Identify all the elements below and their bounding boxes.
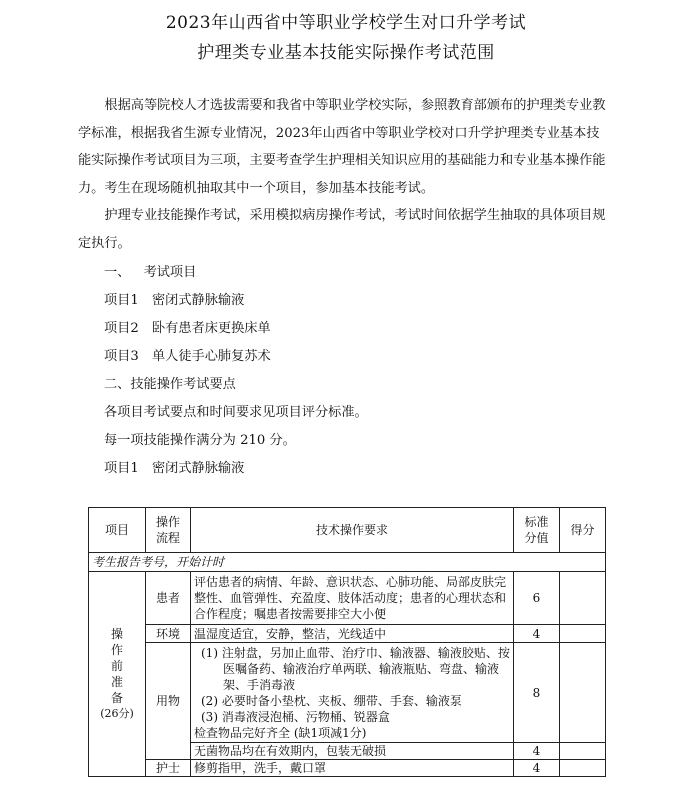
header-process: 操作 流程 xyxy=(146,508,191,553)
timing-note: 各项目考试要点和时间要求见项目评分标准。 xyxy=(104,405,368,420)
req-supplies xyxy=(191,643,514,743)
exam-method-paragraph: 护理专业技能操作考试，采用模拟病房操作考试，考试时间依据学生抽取的具体项目规定执行。 xyxy=(78,208,606,251)
req-patient: 评估患者的病情、年龄、意识状态、心肺功能、局部皮肤完整性、血管弹性、充盈度、肢体活动度；患者的心理状态和合作程度；嘱患者按需要排空大小便 xyxy=(191,572,514,625)
supplies-check: 检查物品完好齐全 (缺1项减1分) xyxy=(194,725,367,740)
item-line-2 xyxy=(104,317,271,336)
item-name: 卧有患者床更换床单 xyxy=(151,321,271,336)
item-name: 密闭式静脉输液 xyxy=(151,293,245,308)
table-row xyxy=(89,553,606,572)
item-label: 项目1 xyxy=(104,461,139,476)
score-sterile: 4 xyxy=(514,743,560,760)
earned-patient xyxy=(560,572,606,625)
earned-environment xyxy=(560,625,606,643)
score-nurse: 4 xyxy=(514,760,560,777)
item-line-3 xyxy=(104,345,271,364)
process-supplies: 用物 xyxy=(146,643,191,760)
process-nurse: 护士 xyxy=(146,760,191,777)
req-sterile: 无菌物品均在有效期内，包装无破损 xyxy=(191,743,514,760)
section-1-title: 考试项目 xyxy=(143,265,197,280)
table-row xyxy=(89,760,606,777)
process-patient: 患者 xyxy=(146,572,191,625)
header-requirements: 技术操作要求 xyxy=(191,508,514,553)
full-score-note: 每一项技能操作满分为 210 分。 xyxy=(104,433,296,448)
earned-supplies xyxy=(560,643,606,743)
item-name: 单人徒手心肺复苏术 xyxy=(151,349,271,364)
supplies-list-3: (3) 消毒液浸泡桶、污物桶、锐器盒 xyxy=(201,709,390,724)
item-name: 密闭式静脉输液 xyxy=(151,461,245,476)
table-row xyxy=(89,572,606,625)
document-title-line-2: 护理类专业基本技能实际操作考试范围 xyxy=(197,43,495,63)
item-line-1 xyxy=(104,289,244,308)
intro-paragraph: 根据高等院校人才选拔需要和我省中等职业学校实际，参照教育部颁布的护理类专业教学标准，根据我省生源专业情况，2023年山西省中等职业学校对口升学护理类专业基本技能实际操作考试项目为三项，主要考查学生护理相关知识应用的基础能力和专业基本操作能力。考生在现场随机抽取其中一个项目，参加基本技能考试。 xyxy=(78,98,606,196)
table-row xyxy=(89,643,606,743)
table-row xyxy=(89,625,606,643)
req-environment: 温湿度适宜，安静，整洁，光线适中 xyxy=(191,625,514,643)
start-timing-notice: 考生报告考号，开始计时 xyxy=(89,553,606,572)
table-header-row xyxy=(89,508,606,553)
score-supplies: 8 xyxy=(514,643,560,743)
header-earned-score: 得分 xyxy=(560,508,606,553)
current-item-heading xyxy=(104,457,244,476)
score-environment: 4 xyxy=(514,625,560,643)
section-points: (26分) xyxy=(100,707,134,720)
earned-sterile xyxy=(560,743,606,760)
req-nurse: 修剪指甲，洗手，戴口罩 xyxy=(191,760,514,777)
scoring-table xyxy=(88,507,606,777)
document-title-line-1: 2023年山西省中等职业学校学生对口升学考试 xyxy=(165,13,527,33)
section-2-heading: 二、技能操作考试要点 xyxy=(104,377,236,392)
header-item: 项目 xyxy=(89,508,146,553)
header-standard-score: 标准 分值 xyxy=(514,508,560,553)
item-label: 项目3 xyxy=(104,349,139,364)
section-1-number: 一、 xyxy=(104,265,131,280)
item-label: 项目2 xyxy=(104,321,139,336)
supplies-list-1: (1) 注射盘，另加止血带、治疗巾、输液器、输液胶贴、按医嘱备药、输液治疗单两联、输液瓶贴、弯盘、输液架、手消毒液 xyxy=(201,645,510,692)
section-1-heading xyxy=(104,261,196,280)
process-environment: 环境 xyxy=(146,625,191,643)
supplies-list-2: (2) 必要时备小垫枕、夹板、绷带、手套、输液泵 xyxy=(201,693,462,708)
section-preparation: 操 作 前 准 备 (26分) xyxy=(89,572,146,777)
score-patient: 6 xyxy=(514,572,560,625)
earned-nurse xyxy=(560,760,606,777)
item-label: 项目1 xyxy=(104,293,139,308)
